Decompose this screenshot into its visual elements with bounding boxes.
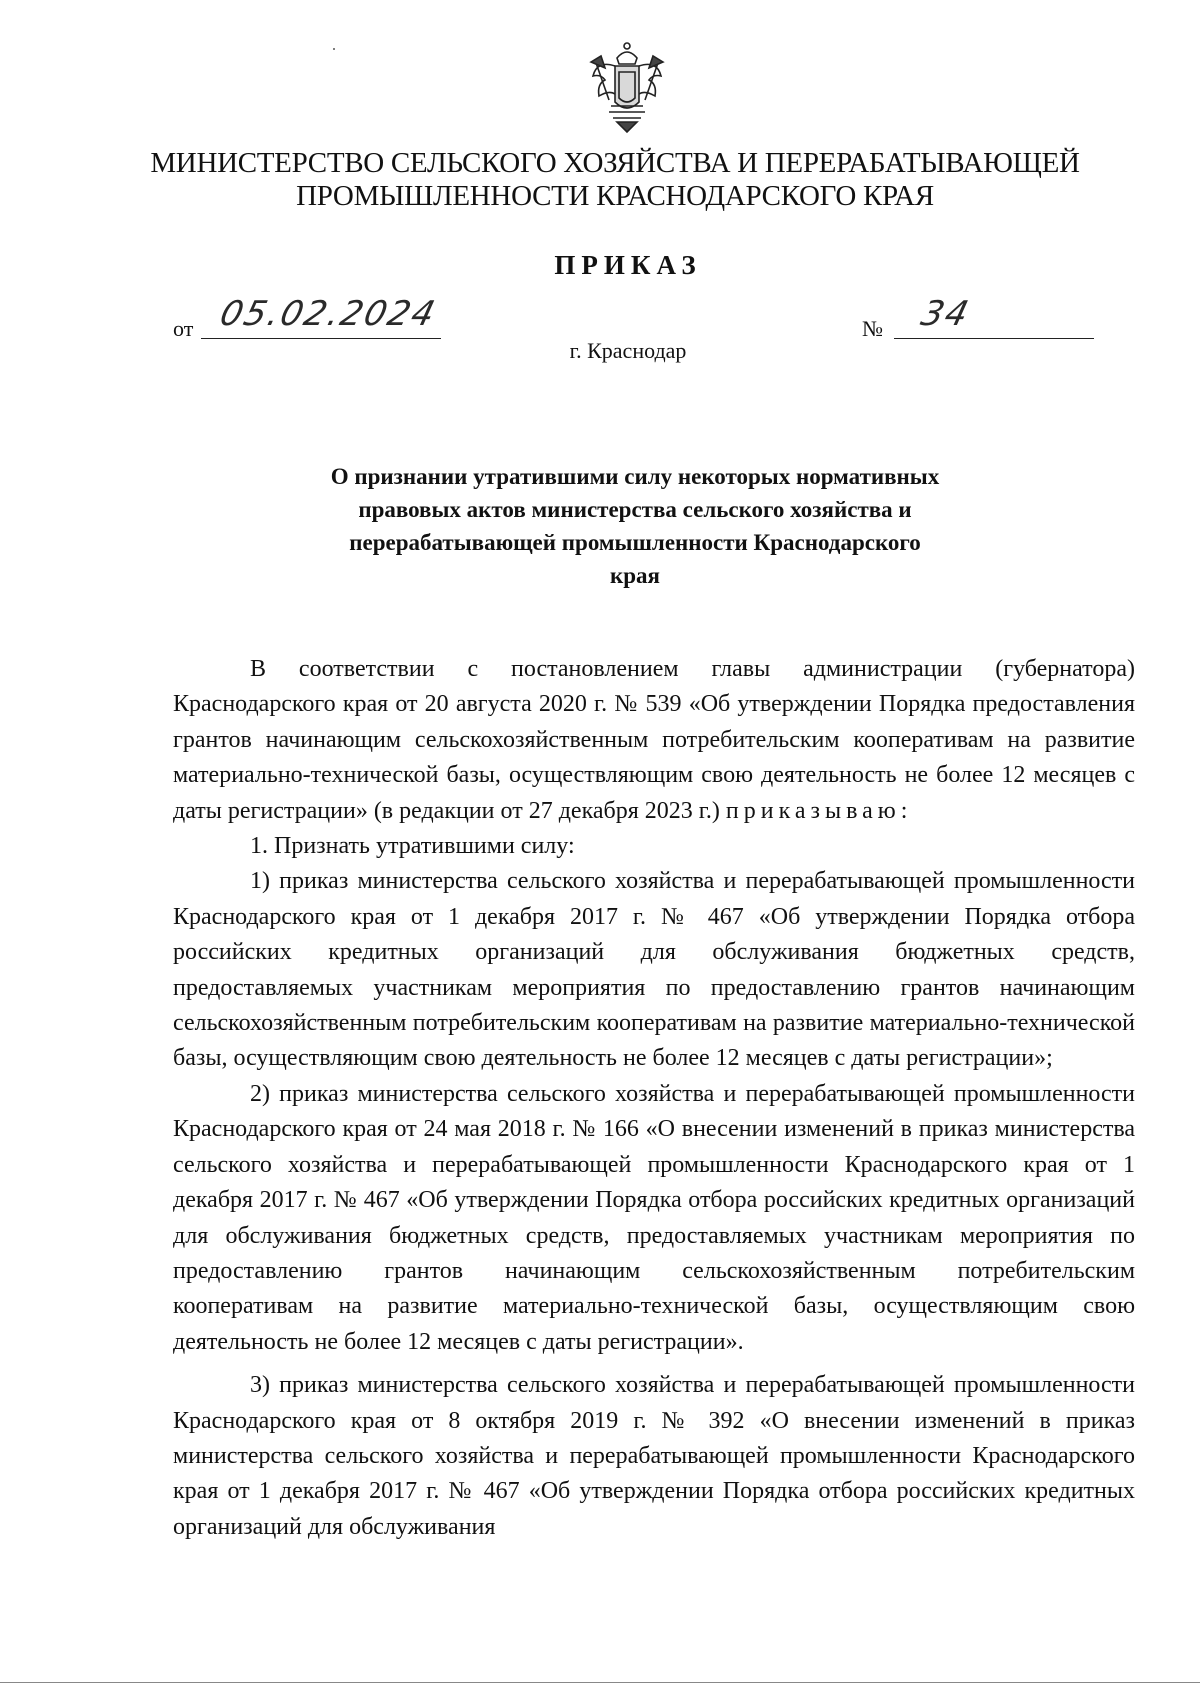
page-bottom-edge bbox=[0, 1682, 1200, 1683]
ministry-name-line1: МИНИСТЕРСТВО СЕЛЬСКОГО ХОЗЯЙСТВА И ПЕРЕРАБАТЫВАЮЩЕЙ bbox=[150, 147, 1080, 179]
date-handwritten: 05.02.2024 bbox=[216, 294, 441, 334]
subitem-1: 1) приказ министерства сельского хозяйства и перерабатывающей промышленности Краснодарского края от 1 декабря 2017 г. № 467 «Об утверждении Порядка отбора российских кредитных организаций для обслуживания бюджетных средств, предоставляемых участникам мероприятия по предоставлению грантов начинающим сельскохозяйственным потребительским кооперативам на развитие материально-технической базы, осуществляющим свою деятельность не более 12 месяцев с даты регистрации»; bbox=[173, 868, 1135, 1072]
item-1: 1. Признать утратившими силу: bbox=[250, 833, 575, 860]
city: г. Краснодар bbox=[569, 338, 687, 363]
subitem-2: 2) приказ министерства сельского хозяйства и перерабатывающей промышленности Краснодарского края от 24 мая 2018 г. № 166 «О внесении изменений в приказ министерства сельского хозяйства и перерабатывающей промышленности Краснодарского края от 1 декабря 2017 г. № 467 «Об утверждении Порядка отбора российских кредитных организаций для обслуживания бюджетных средств, предоставляемых участникам мероприятия по предоставлению грантов начинающим сельскохозяйственным потребительским кооперативам на развитие материально-технической базы, осуществляющим свою деятельность не более 12 месяцев с даты регистрации». bbox=[173, 1080, 1135, 1355]
document-body bbox=[173, 652, 1135, 1545]
subitem-3: 3) приказ министерства сельского хозяйства и перерабатывающей промышленности Краснодарского края от 8 октября 2019 г. № 392 «О внесении изменений в приказ министерства сельского хозяйства и перерабатывающей промышленности Краснодарского края от 1 декабря 2017 г. № 467 «Об утверждении Порядка отбора российских кредитных организаций для обслуживания bbox=[173, 1372, 1135, 1540]
document-type: ПРИКАЗ bbox=[554, 250, 702, 280]
preamble bbox=[173, 652, 1135, 829]
preamble-text: В соответствии с постановлением главы администрации (губернатора) Краснодарского края от 20 августа 2020 г. № 539 «Об утверждении Порядка предоставления грантов начинающим сельскохозяйственным потребительским кооперативам на развитие материально-технической базы, осуществляющим свою деятельность не более 12 месяцев с даты регистрации» (в редакции от 27 декабря 2023 г.) bbox=[173, 656, 1135, 824]
document-subject: О признании утратившими силу некоторых нормативных правовых актов министерства сельского хозяйства и перерабатывающей промышленности Краснодарского края bbox=[330, 464, 940, 588]
number-label: № bbox=[862, 316, 883, 341]
date-label: от bbox=[173, 316, 194, 341]
scan-speck bbox=[333, 48, 335, 50]
ministry-name bbox=[150, 147, 1080, 213]
ministry-name-line2: ПРОМЫШЛЕННОСТИ КРАСНОДАРСКОГО КРАЯ bbox=[296, 180, 934, 212]
number-handwritten: 34 bbox=[917, 294, 975, 334]
order-word: приказываю: bbox=[725, 797, 913, 824]
coat-of-arms-icon bbox=[587, 40, 667, 136]
